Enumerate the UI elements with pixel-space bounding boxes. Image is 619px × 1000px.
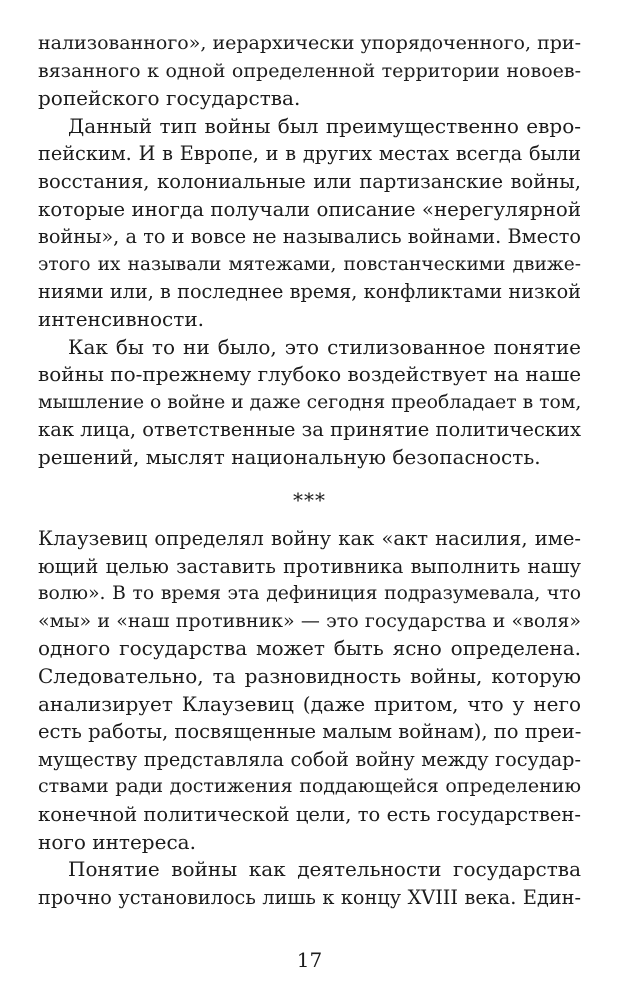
paragraph-state-activity bbox=[38, 856, 581, 911]
text-line: анализирует Клаузевиц (даже притом, что у него bbox=[38, 691, 581, 716]
text-line: ного интереса. bbox=[38, 829, 196, 854]
text-line: Понятие войны как деятельности государства bbox=[68, 857, 581, 882]
page-number: 17 bbox=[296, 948, 323, 972]
text-line: нализованного», иерархически упорядоченного, при- bbox=[38, 32, 581, 54]
text-block-before bbox=[38, 30, 581, 472]
paragraph-continuation bbox=[38, 30, 581, 113]
text-line: пейским. И в Европе, и в других местах всегда были bbox=[38, 142, 581, 166]
text-line: интенсивности. bbox=[38, 306, 205, 331]
text-line: ропейского государства. bbox=[38, 86, 301, 111]
text-line: вязанного к одной определенной территории новоев- bbox=[38, 59, 581, 82]
text-line: восстания, колониальные или партизанские войны, bbox=[38, 169, 581, 193]
text-line: муществу представляла собой войну между государ- bbox=[38, 747, 581, 771]
paragraph-stylized-concept bbox=[38, 334, 581, 472]
text-line: есть работы, посвященные малым войнам), по преи- bbox=[38, 720, 582, 744]
text-line: одного государства может быть ясно определена. bbox=[38, 636, 581, 661]
section-separator: *** bbox=[293, 487, 326, 512]
text-line: ниями или, в последнее время, конфликтами низкой bbox=[38, 280, 581, 304]
text-line: Данный тип войны был преимущественно евро- bbox=[68, 113, 581, 138]
text-line: мышление о войне и даже сегодня преобладает в том, bbox=[38, 391, 582, 413]
paragraph-clausewitz bbox=[38, 525, 581, 856]
text-line: как лица, ответственные за принятие политических bbox=[38, 418, 581, 442]
text-line: войны», а то и вовсе не назывались войнами. Вместо bbox=[38, 225, 581, 249]
text-line: этого их называли мятежами, повстанческими движе- bbox=[38, 253, 581, 275]
text-line: ющий целью заставить противника выполнить нашу bbox=[38, 554, 581, 578]
text-line: войны по-прежнему глубоко воздействует на наше bbox=[38, 362, 582, 387]
text-line: Следовательно, та разновидность войны, которую bbox=[38, 664, 581, 689]
text-line: волю». В то время эта дефиниция подразумевала, что bbox=[38, 583, 581, 605]
paragraph-european-war-type bbox=[38, 113, 581, 334]
text-line: которые иногда получали описание «нерегулярной bbox=[38, 197, 581, 221]
text-line: Как бы то ни было, это стилизованное понятие bbox=[68, 334, 581, 359]
text-block-after bbox=[38, 525, 581, 911]
text-line: ствами ради достижения поддающейся определению bbox=[38, 775, 581, 798]
text-line: решений, мыслят национальную безопасность. bbox=[38, 444, 541, 469]
text-line: прочно установилось лишь к концу XVIII века. Един- bbox=[38, 885, 581, 909]
text-line: конечной политической цели, то есть государствен- bbox=[38, 803, 581, 827]
text-line: «мы» и «наш противник» — это государства и «воля» bbox=[38, 609, 581, 632]
text-line: Клаузевиц определял войну как «акт насилия, име- bbox=[38, 527, 581, 551]
